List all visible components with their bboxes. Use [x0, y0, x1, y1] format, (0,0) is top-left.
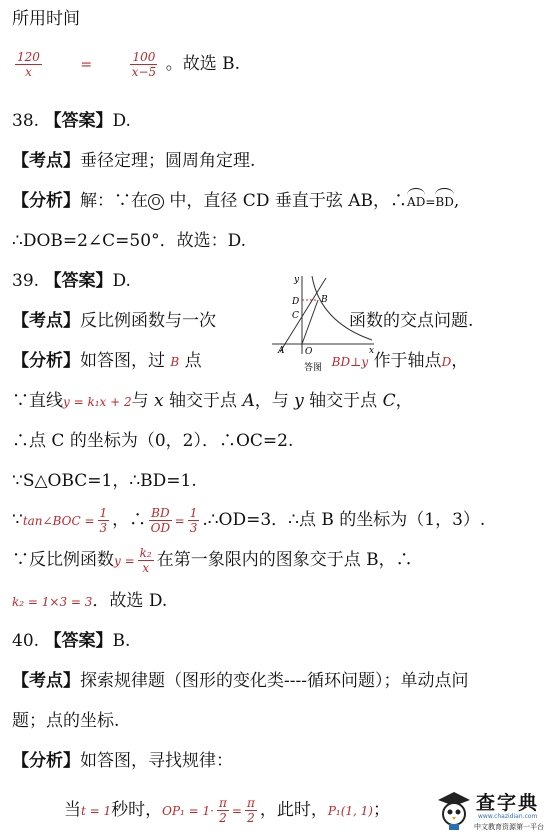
fraction: $\frac{\text{k₂}}{x}$ — [139, 546, 152, 575]
graph-label-b: B — [321, 295, 328, 305]
q39-answer: 39. 【答案】D. — [12, 271, 131, 291]
q38-analysis: 【分析】解：∵在 O 中，直径 CD 垂直于弦 AB，∴AD=BD, — [12, 191, 460, 211]
q40-line-last: 当t = 1秒时，OP₁ = 1· $\frac{\pi}{2}$ = $\frac{\pi}{2}$ ，此时，P₁(1, 1)； — [64, 796, 390, 825]
graph-label-c: C — [292, 311, 299, 321]
q39-line3: ∵直线y = k₁x + 2与 x 轴交于点 A，与 y 轴交于点 C， — [12, 391, 413, 411]
fraction: $\frac{BD}{OD}$ — [150, 506, 171, 535]
arc-bd: BD — [435, 191, 453, 213]
q38-conclusion: ∴DOB=2∠C=50°．故选：D. — [12, 231, 246, 251]
mascot-icon — [434, 788, 474, 832]
fraction: $\frac{120}{x}$ — [17, 50, 40, 79]
line-time: 所用时间 — [12, 9, 80, 29]
q40-answer: 40. 【答案】B. — [12, 631, 131, 651]
q39-line4: ∴点 C 的坐标为（0，2）．∴OC=2. — [12, 431, 294, 451]
arc-ad: AD — [407, 191, 425, 213]
q40-point: 【考点】探索规律题（图形的变化类----循环问题）；单动点问 — [12, 671, 469, 691]
fraction: $\frac{\pi}{2}$ — [219, 796, 227, 825]
q40-analysis: 【分析】如答图，寻找规律： — [12, 751, 233, 771]
logo-slogan: 中文教育资源第一平台 — [474, 823, 544, 831]
q39-point: 【考点】反比例函数与一次 函数的交点问题. — [12, 311, 474, 331]
graph-caption: 答图 — [304, 363, 323, 373]
q40-point-cont: 题；点的坐标. — [12, 711, 120, 731]
graph-label-o: O — [305, 347, 313, 357]
q39-line6: ∵tan∠BOC = $\frac{1}{3}$ ，∴ $\frac{BD}{OD}$ = $\frac{1}{3}$ .∴OD=3．∴点 B 的坐标为（1，3）. — [12, 506, 486, 535]
fraction: $\frac{1}{3}$ — [189, 506, 198, 535]
logo-title: 查字典 — [476, 792, 540, 814]
logo-url: www.chazidian.com — [478, 813, 538, 820]
fraction: $\frac{\pi}{2}$ — [246, 796, 255, 825]
q39-line5: ∵S△OBC=1，∴BD=1. — [12, 471, 197, 491]
line-equation: $\frac{120}{x}$ = $\frac{100}{x-5}$ 。故选 B. — [17, 50, 241, 79]
graph-label-x: x — [369, 346, 375, 356]
q39-line8: k₂ = 1×3 = 3．故选 D. — [12, 591, 168, 611]
fraction: $\frac{1}{3}$ — [99, 506, 108, 535]
graph-label-d: D — [292, 297, 300, 307]
graph-label-a: A — [278, 346, 285, 356]
q38-answer: 38. 【答案】D. — [12, 111, 131, 131]
graph-label-y: y — [294, 275, 300, 285]
chazidian-logo[interactable] — [434, 786, 554, 836]
circle-symbol: O — [148, 194, 164, 210]
graph-figure — [268, 272, 378, 380]
q39-line7: ∵反比例函数y = $\frac{\text{k₂}}{x}$ 在第一象限内的图象交于点 B，∴ — [12, 546, 413, 575]
fraction: $\frac{100}{x-5}$ — [131, 50, 157, 79]
q39-analysis: 【分析】如答图，过 B 点 BD⊥y 作于轴点D， — [12, 351, 469, 371]
q38-point: 【考点】垂径定理；圆周角定理. — [12, 151, 256, 171]
